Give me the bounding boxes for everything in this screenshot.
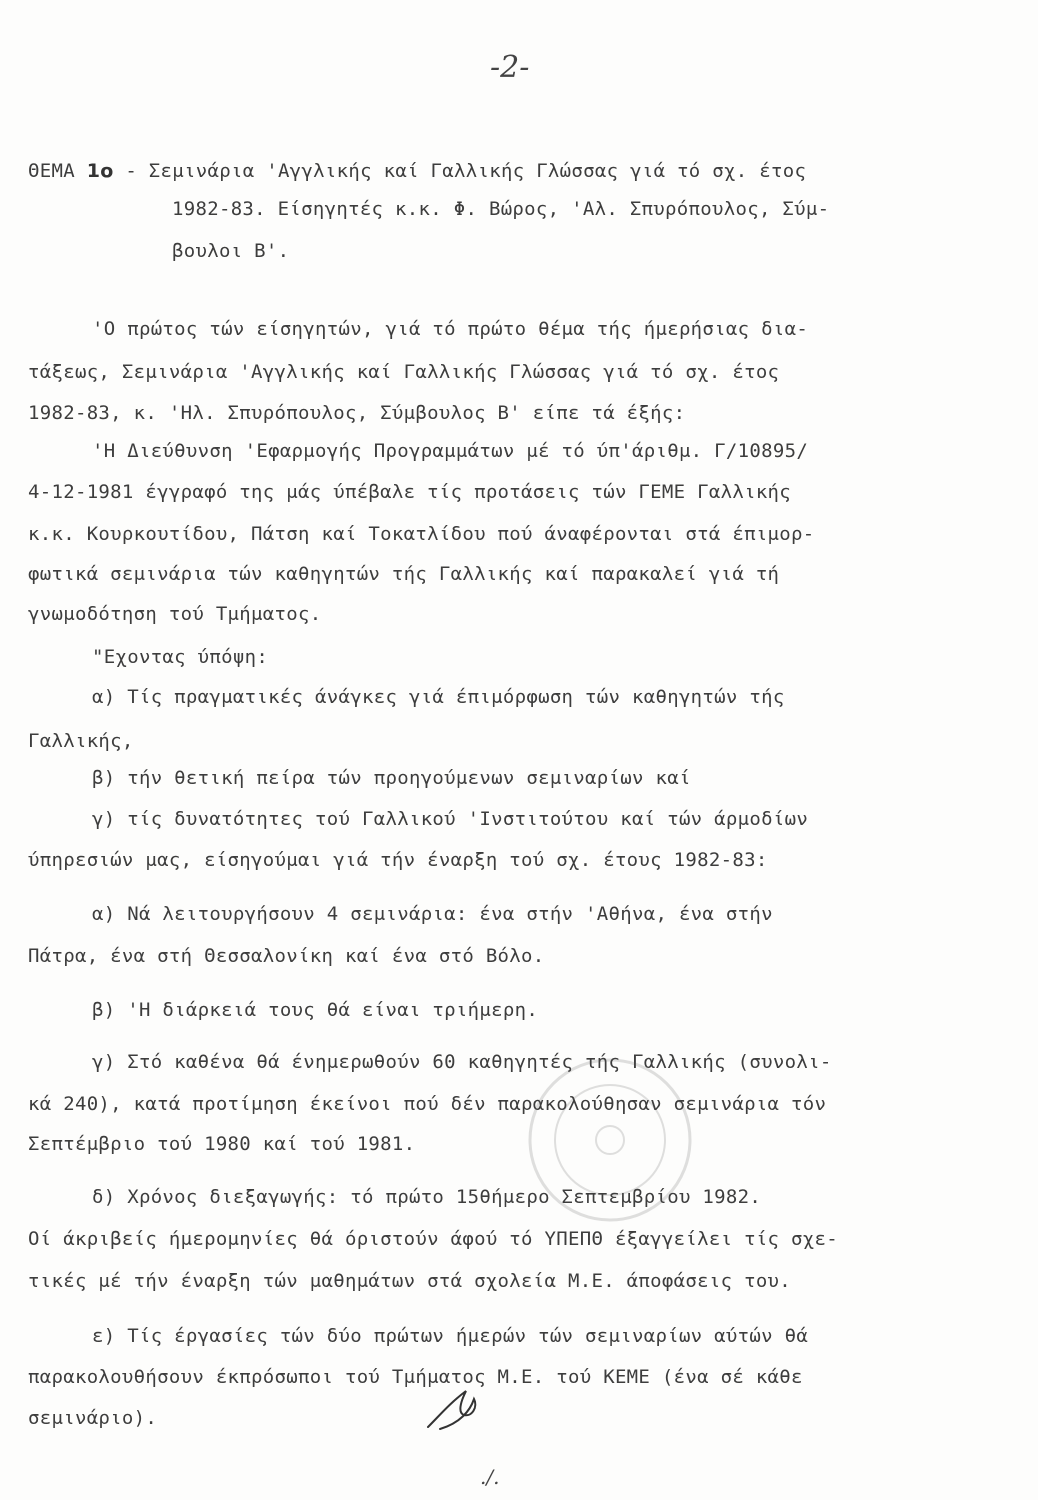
body-line: ύπηρεσιών μας, είσηγούμαι γιά τήν έναρξη τού σχ. έτους 1982-83:	[28, 849, 768, 871]
body-line: τικές μέ τήν έναρξη τών μαθημάτων στά σχολεία Μ.Ε. άποφάσεις του.	[28, 1270, 792, 1292]
signature-icon	[420, 1385, 490, 1435]
body-line: 4-12-1981 έγγραφό της μάς ύπέβαλε τίς προτάσεις τών ΓΕΜΕ Γαλλικής	[28, 481, 792, 503]
body-line: β) 'Η διάρκειά τους θά είναι τριήμερη.	[92, 999, 539, 1021]
body-line: Πάτρα, ένα στή Θεσσαλονίκη καί ένα στό Βόλο.	[28, 945, 545, 967]
body-line: Γαλλικής,	[28, 730, 134, 752]
body-line: Οί άκριβείς ήμερομηνίες θά όριστούν άφού τό ΥΠΕΠΘ έξαγγείλει τίς σχε-	[28, 1228, 838, 1250]
body-line: 1982-83, κ. 'Ηλ. Σπυρόπουλος, Σύμβουλος Β' είπε τά έξής:	[28, 402, 686, 424]
body-line: γ) Στό καθένα θά ένημερωθούν 60 καθηγητές τής Γαλλικής (συνολι-	[92, 1051, 832, 1073]
page-number: -2-	[490, 50, 530, 85]
body-line: σεμινάριο).	[28, 1407, 158, 1429]
topic-number: 1ο	[86, 160, 114, 182]
body-line: "Εχοντας ύπόψη:	[92, 646, 269, 668]
body-line: γ) τίς δυνατότητες τού Γαλλικού 'Ινστιτούτου καί τών άρμοδίων	[92, 808, 809, 830]
body-line: β) τήν θετική πείρα τών προηγούμενων σεμιναρίων καί	[92, 767, 691, 789]
body-line: Σεπτέμβριο τού 1980 καί τού 1981.	[28, 1133, 416, 1155]
body-line: γνωμοδότηση τού Τμήματος.	[28, 603, 322, 625]
body-line: 'Η Διεύθυνση 'Εφαρμογής Προγραμμάτων μέ τό ύπ'άριθμ. Γ/10895/	[92, 440, 809, 462]
body-line: α) Τίς πραγματικές άνάγκες γιά έπιμόρφωση τών καθηγητών τής	[92, 686, 785, 708]
topic-title-line-3: βουλοι Β'.	[172, 240, 290, 262]
body-line: φωτικά σεμινάρια τών καθηγητών τής Γαλλικής καί παρακαλεί γιά τή	[28, 563, 780, 585]
topic-heading	[28, 160, 806, 182]
topic-label: ΘΕΜΑ	[28, 160, 75, 182]
body-line: κ.κ. Κουρκουτίδου, Πάτση καί Τοκατλίδου πού άναφέρονται στά έπιμορ-	[28, 523, 815, 545]
body-line: δ) Χρόνος διεξαγωγής: τό πρώτο 15θήμερο Σεπτεμβρίου 1982.	[92, 1186, 762, 1208]
topic-title-line-1: - Σεμινάρια 'Αγγλικής καί Γαλλικής Γλώσσας γιά τό σχ. έτος	[113, 160, 807, 182]
body-line: παρακολουθήσουν έκπρόσωποι τού Τμήματος Μ.Ε. τού ΚΕΜΕ (ένα σέ κάθε	[28, 1366, 803, 1388]
body-line: ε) Τίς έργασίες τών δύο πρώτων ήμερών τών σεμιναρίων αύτών θά	[92, 1325, 809, 1347]
body-line: τάξεως, Σεμινάρια 'Αγγλικής καί Γαλλικής Γλώσσας γιά τό σχ. έτος	[28, 361, 780, 383]
topic-title-line-2: 1982-83. Είσηγητές κ.κ. Φ. Βώρος, 'Αλ. Σπυρόπουλος, Σύμ-	[172, 198, 830, 220]
official-stamp-icon	[520, 1050, 700, 1230]
body-line: 'Ο πρώτος τών είσηγητών, γιά τό πρώτο θέμα τής ήμερήσιας δια-	[92, 318, 809, 340]
body-line: κά 240), κατά προτίμηση έκείνοι πού δέν παρακολούθησαν σεμινάρια τόν	[28, 1093, 827, 1115]
body-line: α) Νά λειτουργήσουν 4 σεμινάρια: ένα στήν 'Αθήνα, ένα στήν	[92, 903, 773, 925]
continuation-mark: ./.	[480, 1465, 500, 1489]
